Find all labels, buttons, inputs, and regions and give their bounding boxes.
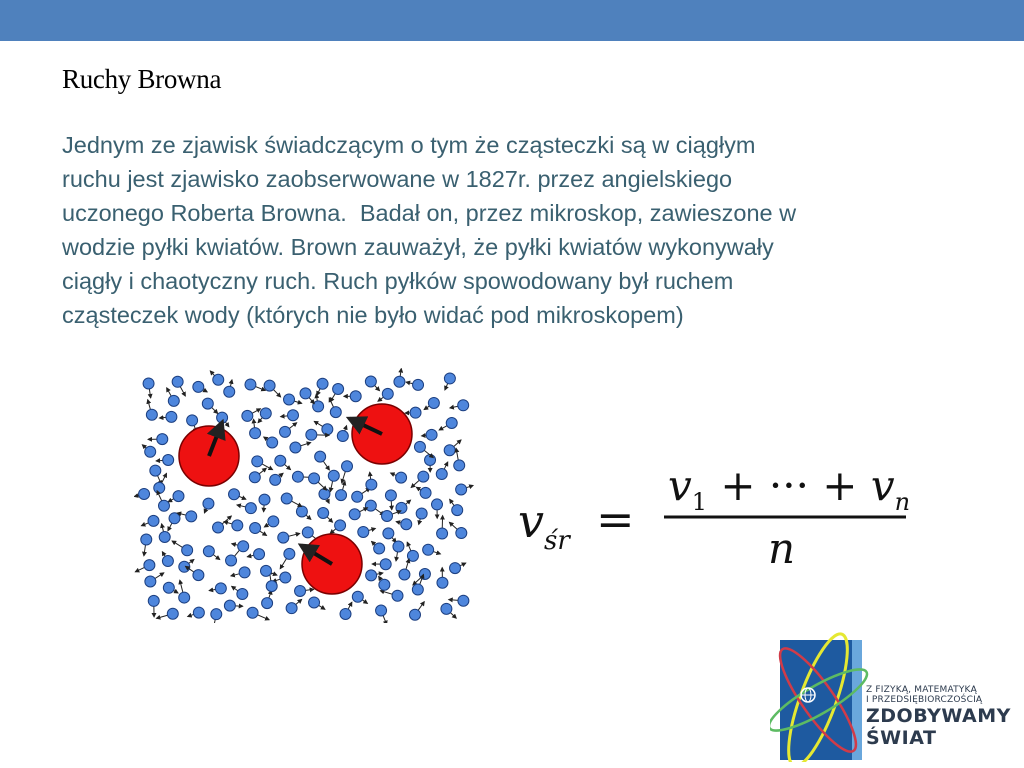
water-molecule xyxy=(278,532,289,543)
water-molecule xyxy=(318,507,329,518)
water-molecule xyxy=(260,565,271,576)
top-bar xyxy=(0,0,1024,41)
water-molecule xyxy=(365,500,376,511)
water-molecule xyxy=(444,373,455,384)
logo-tagline-2: I PRZEDSIĘBIORCZOŚCIĄ xyxy=(866,695,983,705)
formula-denominator: n xyxy=(768,524,796,573)
water-molecule xyxy=(266,581,277,592)
logo-name-2: ŚWIAT xyxy=(866,727,937,749)
water-molecule xyxy=(306,429,317,440)
water-molecule xyxy=(446,418,457,429)
water-molecule xyxy=(187,415,198,426)
water-molecule xyxy=(337,431,348,442)
project-logo xyxy=(770,622,870,762)
water-molecule xyxy=(213,522,224,533)
water-molecule xyxy=(382,510,393,521)
water-molecule xyxy=(437,577,448,588)
water-molecule xyxy=(358,526,369,537)
water-molecule xyxy=(145,446,156,457)
water-molecule xyxy=(166,411,177,422)
water-molecule xyxy=(335,520,346,531)
water-molecule xyxy=(182,545,193,556)
water-molecule xyxy=(217,412,228,423)
water-molecule xyxy=(146,409,157,420)
water-molecule xyxy=(350,391,361,402)
water-molecule xyxy=(385,490,396,501)
paragraph-line: wodzie pyłki kwiatów. Brown zauważył, że pyłki kwiatów wykonywały xyxy=(62,234,774,260)
water-molecule xyxy=(418,471,429,482)
water-molecule xyxy=(313,401,324,412)
water-molecule xyxy=(179,592,190,603)
water-molecule xyxy=(319,488,330,499)
water-molecule xyxy=(374,543,385,554)
formula-equals: = xyxy=(596,492,635,546)
body-paragraph xyxy=(62,128,962,332)
water-molecule xyxy=(292,471,303,482)
water-molecule xyxy=(202,398,213,409)
water-molecule xyxy=(249,472,260,483)
water-molecule xyxy=(444,445,455,456)
water-molecule xyxy=(419,568,430,579)
water-molecule xyxy=(414,441,425,452)
water-molecule xyxy=(410,407,421,418)
water-molecule xyxy=(239,567,250,578)
water-molecule xyxy=(376,605,387,616)
water-molecule xyxy=(262,598,273,609)
water-molecule xyxy=(366,570,377,581)
water-molecule xyxy=(154,482,165,493)
water-molecule xyxy=(322,424,333,435)
water-molecule xyxy=(247,607,258,618)
water-molecule xyxy=(458,400,469,411)
water-molecule xyxy=(252,456,263,467)
water-molecule xyxy=(157,434,168,445)
water-molecule xyxy=(193,570,204,581)
water-molecule xyxy=(420,487,431,498)
water-molecule xyxy=(281,493,292,504)
logo-tagline-1: Z FIZYKĄ, MATEMATYKĄ xyxy=(866,685,977,695)
water-molecule xyxy=(441,603,452,614)
water-molecule xyxy=(454,460,465,471)
water-molecule xyxy=(270,474,281,485)
water-molecule xyxy=(143,378,154,389)
water-molecule xyxy=(139,488,150,499)
pollen-grains xyxy=(179,404,412,594)
water-molecule xyxy=(349,509,360,520)
water-molecule xyxy=(224,386,235,397)
water-molecule xyxy=(193,607,204,618)
water-molecule xyxy=(412,584,423,595)
water-molecule xyxy=(380,559,391,570)
water-molecule xyxy=(145,576,156,587)
water-molecule xyxy=(413,379,424,390)
water-molecule xyxy=(365,376,376,387)
water-molecule xyxy=(267,437,278,448)
water-molecule xyxy=(163,454,174,465)
water-molecule xyxy=(254,549,265,560)
water-molecule xyxy=(264,380,275,391)
water-molecule xyxy=(203,546,214,557)
water-molecule xyxy=(229,489,240,500)
water-molecule xyxy=(309,473,320,484)
water-molecule xyxy=(280,426,291,437)
water-molecule xyxy=(286,603,297,614)
water-molecule xyxy=(450,563,461,574)
water-molecule xyxy=(245,503,256,514)
water-molecule xyxy=(426,429,437,440)
water-molecule xyxy=(193,381,204,392)
water-molecule xyxy=(396,472,407,483)
water-molecule xyxy=(226,555,237,566)
water-molecule xyxy=(224,600,235,611)
water-molecule xyxy=(317,378,328,389)
water-molecule xyxy=(172,376,183,387)
water-molecule xyxy=(250,523,261,534)
water-molecule xyxy=(179,561,190,572)
water-molecule xyxy=(259,494,270,505)
water-molecule xyxy=(167,608,178,619)
water-molecule xyxy=(148,515,159,526)
water-molecule xyxy=(392,590,403,601)
logo-text xyxy=(866,685,1011,749)
water-molecule xyxy=(148,595,159,606)
water-molecule xyxy=(186,511,197,522)
water-molecule xyxy=(383,528,394,539)
water-molecule xyxy=(288,410,299,421)
slide-title: Ruchy Browna xyxy=(62,64,222,94)
water-molecule xyxy=(163,582,174,593)
water-molecule xyxy=(436,469,447,480)
water-molecule xyxy=(393,541,404,552)
average-velocity-formula xyxy=(510,455,920,580)
paragraph-line: ruchu jest zjawisko zaobserwowane w 1827r. przez angielskiego xyxy=(62,166,733,192)
water-molecule xyxy=(232,520,243,531)
water-molecule xyxy=(409,609,420,620)
water-molecule xyxy=(245,379,256,390)
water-molecule xyxy=(456,484,467,495)
water-molecule xyxy=(144,560,155,571)
formula-numerator: $v_1$ + ··· + $v_n$ xyxy=(668,461,911,516)
paragraph-line: cząsteczek wody (których nie było widać pod mikroskopem) xyxy=(62,302,684,328)
water-molecule xyxy=(456,528,467,539)
water-molecule xyxy=(394,376,405,387)
water-molecule xyxy=(290,442,301,453)
water-molecule xyxy=(333,383,344,394)
water-molecule xyxy=(296,506,307,517)
water-molecule xyxy=(309,597,320,608)
formula-lhs: $v_{śr}$ xyxy=(518,494,570,556)
water-molecule xyxy=(366,479,377,490)
logo-name-1: ZDOBYWAMY xyxy=(866,705,1011,727)
water-molecule xyxy=(173,491,184,502)
water-molecule xyxy=(169,513,180,524)
water-molecule xyxy=(275,455,286,466)
water-molecule xyxy=(284,548,295,559)
brownian-motion-illustration xyxy=(134,368,474,623)
water-molecule xyxy=(158,500,169,511)
water-molecule xyxy=(425,454,436,465)
water-molecule xyxy=(211,609,222,620)
water-molecule xyxy=(284,394,295,405)
water-molecule xyxy=(295,586,306,597)
water-molecule xyxy=(215,583,226,594)
water-molecule xyxy=(280,572,291,583)
water-molecule xyxy=(250,428,261,439)
water-molecule xyxy=(150,465,161,476)
water-molecule xyxy=(336,490,347,501)
water-molecule xyxy=(260,408,271,419)
water-molecule xyxy=(237,589,248,600)
water-molecule xyxy=(431,499,442,510)
water-molecule xyxy=(428,397,439,408)
water-molecule xyxy=(458,595,469,606)
water-molecule xyxy=(302,527,313,538)
water-molecule xyxy=(352,591,363,602)
paragraph-line: ciągły i chaotyczny ruch. Ruch pyłków spowodowany był ruchem xyxy=(62,268,734,294)
water-molecule xyxy=(452,505,463,516)
water-molecule xyxy=(416,508,427,519)
water-molecule xyxy=(379,579,390,590)
water-molecule xyxy=(340,608,351,619)
water-molecule xyxy=(242,410,253,421)
water-molecule xyxy=(141,534,152,545)
water-molecule xyxy=(268,516,279,527)
water-molecule xyxy=(399,569,410,580)
water-molecule xyxy=(328,470,339,481)
water-molecule xyxy=(382,388,393,399)
water-molecule xyxy=(401,519,412,530)
water-molecule xyxy=(352,491,363,502)
water-molecule xyxy=(159,532,170,543)
water-molecule xyxy=(203,498,214,509)
water-molecule xyxy=(330,407,341,418)
paragraph-line: Jednym ze zjawisk świadczącym o tym że cząsteczki są w ciągłym xyxy=(62,132,756,158)
water-molecules xyxy=(134,369,473,623)
water-molecule xyxy=(238,541,249,552)
water-molecule xyxy=(162,556,173,567)
water-molecule xyxy=(423,544,434,555)
paragraph-line: uczonego Roberta Browna. Badał on, przez mikroskop, zawieszone w xyxy=(62,200,797,226)
water-molecule xyxy=(342,461,353,472)
water-molecule xyxy=(213,374,224,385)
water-molecule xyxy=(315,451,326,462)
water-molecule xyxy=(168,395,179,406)
water-molecule xyxy=(437,528,448,539)
water-molecule xyxy=(300,388,311,399)
